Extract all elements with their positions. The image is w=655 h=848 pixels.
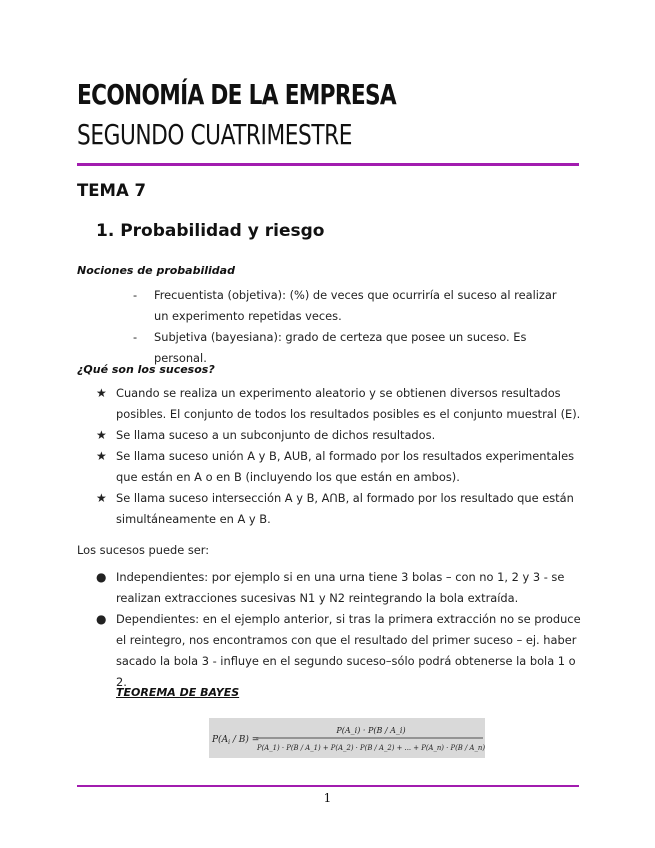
list-item-text: Frecuentista (objetiva): (%) de veces que ocurriría el suceso al realizar un experimento repetidas veces. xyxy=(154,288,557,323)
sucesos-heading: ¿Qué son los sucesos? xyxy=(77,363,215,376)
nociones-list xyxy=(133,285,573,369)
tipos-intro: Los sucesos puede ser: xyxy=(77,543,210,557)
bayes-formula xyxy=(209,718,485,758)
list-item xyxy=(96,488,583,530)
dash-marker: - xyxy=(133,288,138,302)
list-item xyxy=(96,383,583,425)
star-bullet-icon: ★ xyxy=(96,491,107,505)
list-item-text: Cuando se realiza un experimento aleatorio y se obtienen diversos resultados posibles. El conjunto de todos los resultados posibles es el conjunto muestral (E). xyxy=(116,386,581,421)
dot-bullet-icon: ● xyxy=(96,570,107,584)
list-item xyxy=(96,609,583,693)
document-subtitle: SEGUNDO CUATRIMESTRE xyxy=(77,118,353,151)
list-item xyxy=(133,285,573,327)
nociones-heading: Nociones de probabilidad xyxy=(77,264,235,277)
dot-bullet-icon: ● xyxy=(96,612,107,626)
list-item-text: Se llama suceso intersección A y B, AՈB, al formado por los resultado que están simultáneamente en A y B. xyxy=(116,491,574,526)
bayes-title: TEOREMA DE BAYES xyxy=(116,686,240,699)
tema-heading: TEMA 7 xyxy=(77,181,146,200)
footer-divider xyxy=(77,785,579,787)
sucesos-list xyxy=(96,383,583,530)
star-bullet-icon: ★ xyxy=(96,386,107,400)
formula-graphic xyxy=(209,718,485,758)
formula-numerator: P(A_i) · P(B / A_i) xyxy=(336,726,406,735)
list-item-text: Dependientes: en el ejemplo anterior, si tras la primera extracción no se produce el reintegro, nos encontramos con que el resultado del primer suceso – ej. haber sacado la bola 3 - influye en el segundo suceso–sólo podrá obtenerse la bola 1 o 2. xyxy=(116,612,581,689)
list-item xyxy=(96,567,583,609)
tipos-list xyxy=(96,567,583,693)
list-item xyxy=(96,446,583,488)
formula-denominator: P(A_1) · P(B / A_1) + P(A_2) · P(B / A_2) + ... + P(A_n) · P(B / A_n) xyxy=(256,743,485,752)
star-bullet-icon: ★ xyxy=(96,428,107,442)
star-bullet-icon: ★ xyxy=(96,449,107,463)
dash-marker: - xyxy=(133,330,138,344)
page-number: 1 xyxy=(323,791,332,805)
list-item-text: Se llama suceso a un subconjunto de dichos resultados. xyxy=(116,428,436,442)
list-item-text: Se llama suceso unión A y B, AUB, al formado por los resultados experimentales que están en A o en B (incluyendo los que están en ambos). xyxy=(116,449,575,484)
header-divider xyxy=(77,163,579,166)
list-item-text: Independientes: por ejemplo si en una urna tiene 3 bolas – con no 1, 2 y 3 - se realizan extracciones sucesivas N1 y N2 reintegrando la bola extraída. xyxy=(116,570,565,605)
section-title: 1. Probabilidad y riesgo xyxy=(96,221,325,241)
list-item xyxy=(96,425,583,446)
document-title: ECONOMÍA DE LA EMPRESA xyxy=(77,78,396,111)
list-item-text: Subjetiva (bayesiana): grado de certeza que posee un suceso. Es personal. xyxy=(154,330,527,365)
formula-lhs: $P(A_i / B)$ = xyxy=(212,735,260,746)
